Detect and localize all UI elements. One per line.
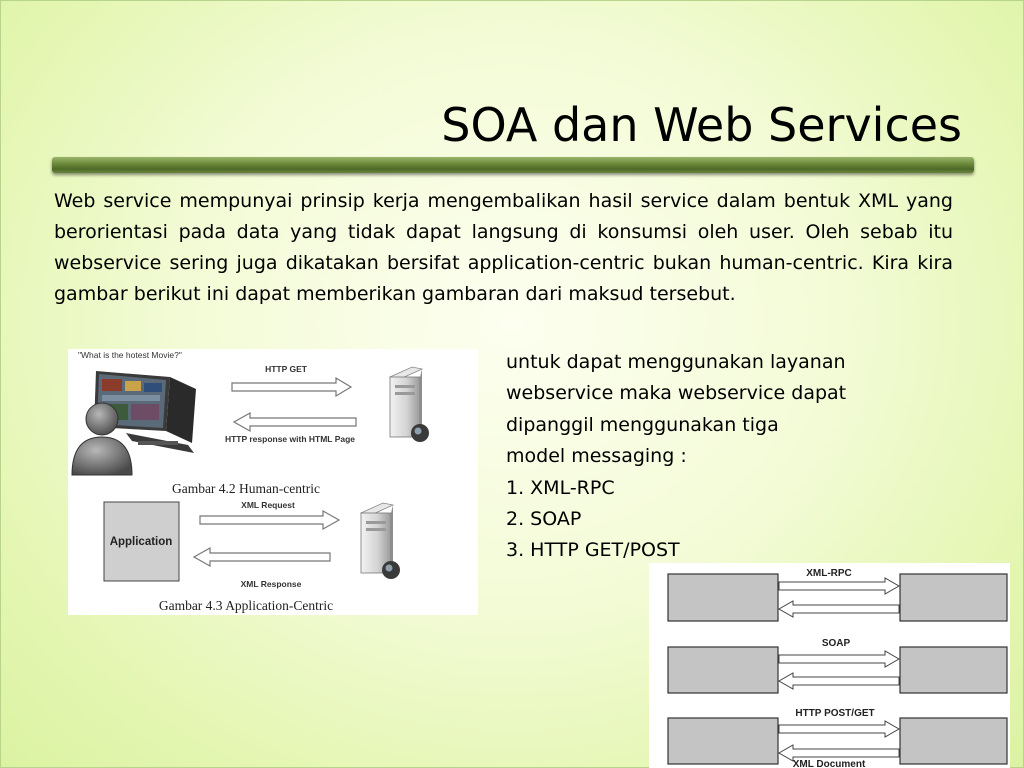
row2-response-arrow <box>779 673 899 689</box>
intro-line-5: maksud tersebut. <box>568 283 736 305</box>
speech-bubble-text: "What is the hotest Movie?" <box>78 350 182 360</box>
model-item-soap: 2. SOAP <box>506 508 582 531</box>
client-box-2 <box>668 647 778 693</box>
caption-application-centric: Gambar 4.3 Application-Centric <box>158 598 334 613</box>
http-get-label: HTTP GET <box>265 364 307 374</box>
row1-response-arrow <box>779 601 899 617</box>
row1-request-arrow <box>779 578 899 594</box>
side-line-3: dipanggil menggunakan tiga <box>506 413 779 436</box>
model-item-xml-rpc: 1. XML-RPC <box>506 476 615 499</box>
side-line-1: untuk dapat menggunakan layanan <box>506 351 846 373</box>
intro-paragraph <box>54 186 953 310</box>
request-arrow-right <box>232 378 351 396</box>
xml-rpc-label: XML-RPC <box>806 568 852 579</box>
xml-server-icon <box>361 503 400 579</box>
intro-line-3: user. Oleh sebab itu webservice sering juga dikatakan bersifat application-centric <box>54 221 953 274</box>
model-item-http: 3. HTTP GET/POST <box>506 539 680 562</box>
side-line-4: model messaging : <box>506 445 687 468</box>
caption-human-centric: Gambar 4.2 Human-centric <box>171 481 321 496</box>
server-box-1 <box>900 574 1007 621</box>
intro-line-4: bukan human-centric. Kira kira gambar berikut ini dapat memberikan gambaran dari <box>54 252 953 305</box>
human-vs-application-centric-figure <box>68 349 478 615</box>
intro-line-2: bentuk XML yang berorientasi pada data yang tidak dapat langsung di konsumsi oleh <box>54 190 953 243</box>
client-box-3 <box>668 718 778 764</box>
intro-line-1: Web service mempunyai prinsip kerja mengembalikan hasil service dalam <box>54 190 776 212</box>
application-box-label: Application <box>109 536 173 548</box>
xml-request-label: XML Request <box>241 500 295 510</box>
server-box-3 <box>900 718 1007 764</box>
server-box-2 <box>900 647 1007 693</box>
row2-request-arrow <box>779 651 899 667</box>
side-line-2: webservice maka webservice dapat <box>506 382 847 405</box>
http-post-get-label: HTTP POST/GET <box>795 708 875 719</box>
client-box-1 <box>668 574 778 621</box>
messaging-drawing <box>649 563 1010 768</box>
xml-response-label: XML Response <box>240 579 302 589</box>
slide-title: SOA dan Web Services <box>441 98 962 152</box>
web-server-icon <box>390 367 429 442</box>
soap-label: SOAP <box>821 638 851 649</box>
title-underline-bar <box>52 157 974 173</box>
messaging-models-figure <box>649 563 1010 768</box>
http-response-label: HTTP response with HTML Page <box>224 434 356 444</box>
row3-request-arrow <box>779 721 899 737</box>
response-arrow-left <box>234 413 356 431</box>
xml-request-arrow <box>200 511 339 529</box>
xml-document-label: XML Document <box>792 759 866 768</box>
messaging-models-text <box>506 347 906 567</box>
figure-drawing <box>68 349 478 615</box>
xml-response-arrow <box>194 548 330 566</box>
